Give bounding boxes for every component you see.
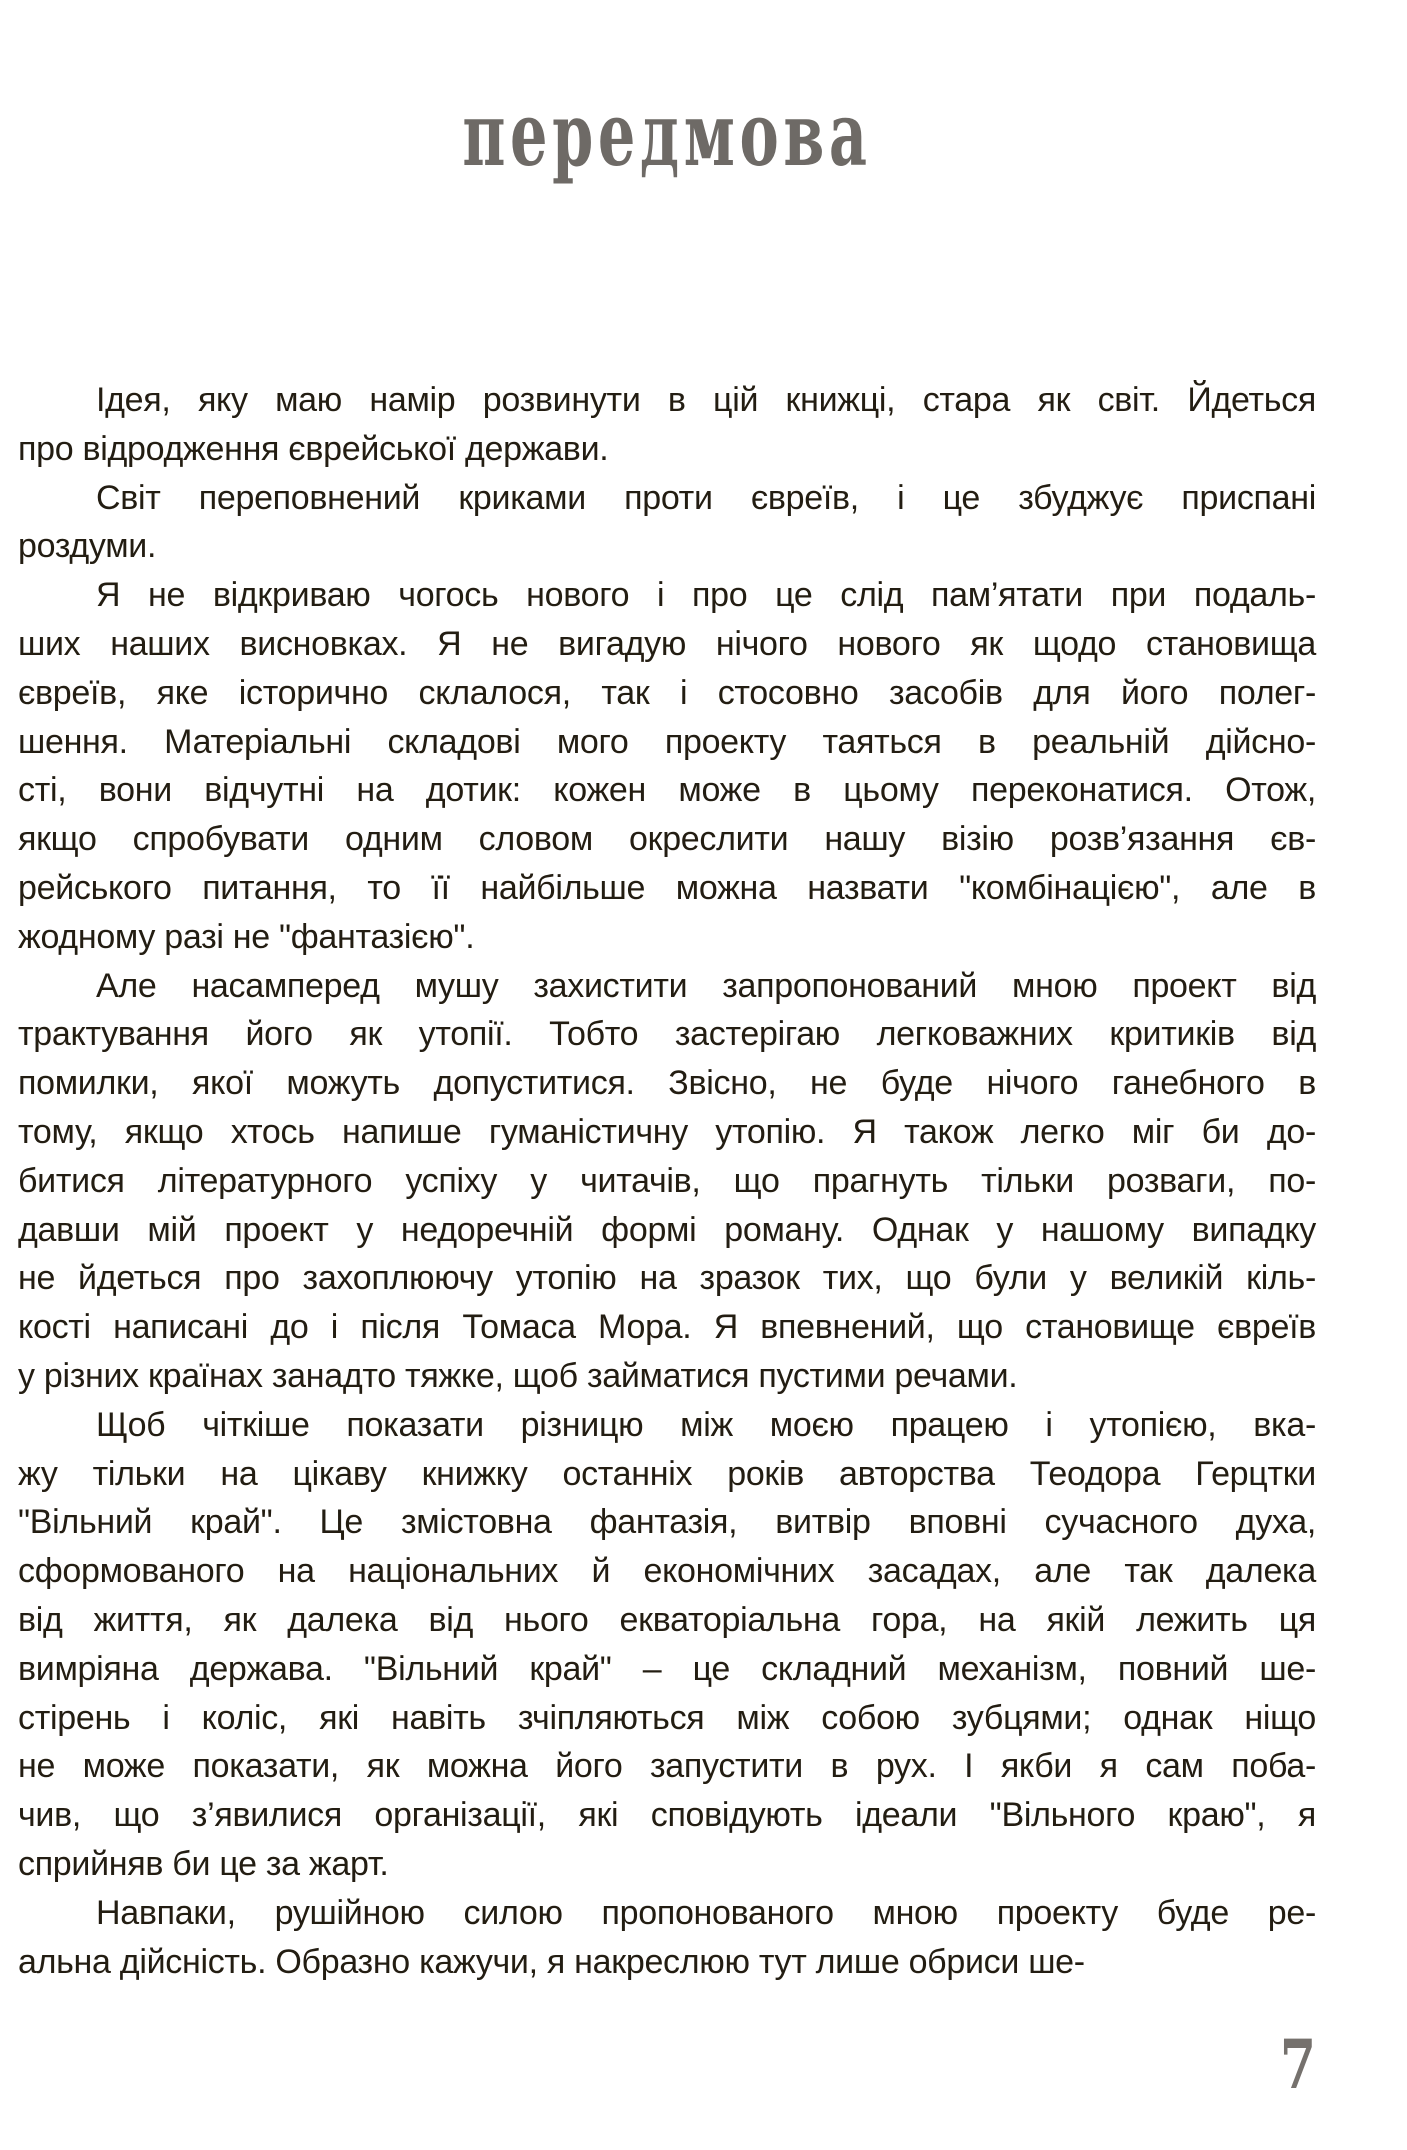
text-line: рейського питання, то її найбільше можна назвати "комбінацією", але в [18,868,1316,907]
chapter-title: передмова [462,83,872,188]
text-line: роздуми. [18,527,157,566]
text-line: сформованого на національних й економічних засадах, але так далека [18,1552,1316,1591]
text-line: Навпаки, рушійною силою пропонованого мною проекту буде ре- [96,1893,1316,1932]
text-line: Я не відкриваю чогось нового і про це слід пам’ятати при подаль- [96,576,1316,615]
text-line: не йдеться про захоплюючу утопію на зразок тих, що були у великій кіль- [18,1259,1316,1298]
text-line: сті, вони відчутні на дотик: кожен може в цьому переконатися. Отож, [18,771,1316,810]
text-line: Ідея, яку маю намір розвинути в цій книжці, стара як світ. Йдеться [96,381,1316,419]
text-line: Щоб чіткіше показати різницю між моєю працею і утопією, вка- [96,1405,1316,1444]
text-line: трактування його як утопії. Тобто застерігаю легковажних критиків від [18,1015,1316,1054]
text-line: стірень і коліс, які навіть зчіпляються між собою зубцями; однак ніщо [18,1698,1316,1737]
text-line: жу тільки на цікаву книжку останніх років авторства Теодора Герцтки [18,1454,1316,1493]
text-line: кості написані до і після Томаса Мора. Я впевнений, що становище євреїв [18,1308,1316,1347]
page-number: 7 [1279,2025,1316,2105]
text-line: сприйняв би це за жарт. [18,1844,389,1883]
text-line: Світ переповнений криками проти євреїв, і це збуджує приспані [96,478,1316,517]
body-text [18,376,1316,1986]
text-line: помилки, якої можуть допуститися. Звісно, не буде нічого ганебного в [18,1064,1316,1103]
text-line: від життя, як далека від нього екваторіальна гора, на якій лежить ця [18,1600,1316,1639]
text-line: "Вільний край". Це змістовна фантазія, витвір вповні сучасного духа, [18,1503,1316,1542]
text-line: жодному разі не "фантазією". [18,917,475,956]
text-line: альна дійсність. Образно кажучи, я накреслюю тут лише обриси ше- [18,1942,1085,1981]
text-line: якщо спробувати одним словом окреслити нашу візію розв’язання єв- [18,820,1316,859]
text-line: вимріяна держава. "Вільний край" – це складний механізм, повний ше- [18,1649,1316,1688]
text-line: битися літературного успіху у читачів, що прагнуть тільки розваги, по- [18,1161,1316,1200]
text-line: ших наших висновках. Я не вигадую нічого нового як щодо становища [18,624,1316,663]
text-line: у різних країнах занадто тяжке, щоб займатися пустими речами. [18,1356,1018,1395]
text-line: не може показати, як можна його запустити в рух. І якби я сам поба- [18,1747,1316,1786]
text-line: Але насамперед мушу захистити запропонований мною проект від [96,966,1316,1005]
text-line: давши мій проект у недоречній формі роману. Однак у нашому випадку [18,1210,1316,1249]
text-line: чив, що з’явилися організації, які сповідують ідеали "Вільного краю", я [18,1796,1316,1835]
text-line: про відродження єврейської держави. [18,429,609,468]
text-line: шення. Матеріальні складові мого проекту таяться в реальній дійсно- [18,722,1316,761]
text-line: євреїв, яке історично склалося, так і стосовно засобів для його полег- [18,673,1316,712]
text-line: тому, якщо хтось напише гуманістичну утопію. Я також легко міг би до- [18,1112,1316,1151]
